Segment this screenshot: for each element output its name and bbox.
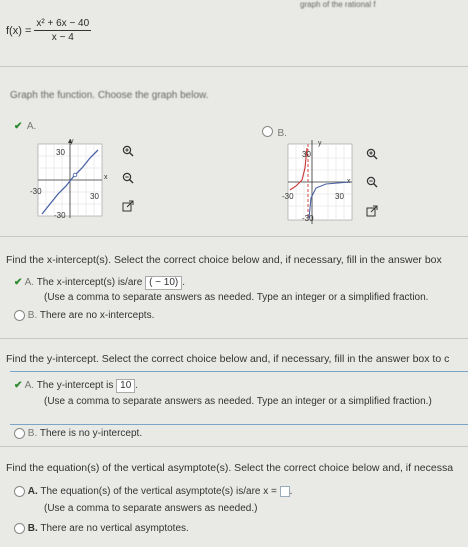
graph-b-top-tick: 30 <box>302 150 311 159</box>
vertical-asymptote-option-a[interactable] <box>14 486 292 497</box>
zoom-out-icon[interactable] <box>366 176 378 188</box>
option-letter: A. <box>24 380 35 391</box>
y-intercept-prompt: Find the y-intercept. Select the correct choice below and, if necessary, fill in the answer box to c <box>6 353 450 365</box>
graph-b-y-label: y <box>318 140 322 147</box>
function-lhs: f(x) = <box>6 24 32 37</box>
graph-a-right-tick: 30 <box>90 192 99 201</box>
y-intercept-hint: (Use a comma to separate answers as needed. Type an integer or a simplified fraction.) <box>44 396 432 407</box>
option-text: There are no vertical asymptotes. <box>40 523 189 535</box>
divider <box>0 66 468 67</box>
vertical-asymptote-option-b[interactable] <box>14 523 189 534</box>
x-intercept-option-b[interactable] <box>14 310 154 321</box>
radio-button[interactable] <box>14 523 25 534</box>
y-intercept-option-a[interactable] <box>14 379 138 393</box>
x-intercept-hint: (Use a comma to separate answers as needed. Type an integer or a simplified fraction. <box>44 292 429 303</box>
divider <box>0 338 468 339</box>
popout-icon[interactable] <box>366 205 378 217</box>
header-fragment: graph of the rational f <box>300 0 376 9</box>
option-text: The x-intercept(s) is/are <box>36 277 143 288</box>
function-numerator: x² + 6x − 40 <box>36 18 90 29</box>
graph-b-right-tick: 30 <box>335 192 344 201</box>
graph-b-bottom-tick: -30 <box>302 214 314 223</box>
y-intercept-answer-box[interactable]: 10 <box>116 379 135 393</box>
option-letter: A. <box>27 486 38 498</box>
radio-button[interactable] <box>262 126 273 137</box>
zoom-out-icon[interactable] <box>122 172 134 184</box>
option-letter: B. <box>27 428 38 440</box>
option-text: There is no y-intercept. <box>39 428 143 440</box>
vertical-asymptote-answer-box[interactable] <box>280 486 290 497</box>
x-intercept-answer-box[interactable]: ( − 10) <box>145 276 182 290</box>
graph-a-y-label: y <box>70 138 74 145</box>
y-intercept-option-b[interactable] <box>14 428 142 439</box>
radio-button[interactable] <box>14 428 25 439</box>
graph-a-x-label: x <box>104 174 108 181</box>
option-letter: A. <box>24 277 35 288</box>
option-letter: B. <box>27 523 38 535</box>
function-definition <box>6 18 91 43</box>
option-letter: A. <box>26 121 37 132</box>
zoom-in-icon[interactable] <box>122 145 134 157</box>
function-fraction <box>34 18 91 43</box>
check-icon: ✔ <box>14 380 23 391</box>
graph-b-left-tick: -30 <box>282 192 294 201</box>
graph-option-a[interactable] <box>14 116 36 134</box>
period-label: . <box>182 277 186 288</box>
divider <box>0 236 468 237</box>
graph-a-top-tick: 30 <box>56 148 65 157</box>
period-label: . <box>135 380 139 391</box>
vertical-asymptote-hint: (Use a comma to separate answers as needed.) <box>44 503 258 514</box>
function-denominator: x − 4 <box>51 32 74 43</box>
check-icon: ✔ <box>14 121 23 132</box>
option-text: The y-intercept is <box>36 380 114 391</box>
option-letter: B. <box>277 128 287 139</box>
vertical-asymptote-prompt: Find the equation(s) of the vertical asymptote(s). Select the correct choice below and, if necessa <box>6 462 454 474</box>
popout-icon[interactable] <box>122 200 134 212</box>
zoom-in-icon[interactable] <box>366 148 378 160</box>
period-label: . <box>289 486 293 498</box>
graph-a[interactable] <box>28 138 112 222</box>
x-intercept-prompt: Find the x-intercept(s). Select the correct choice below and, if necessary, fill in the answer box <box>6 254 442 266</box>
graph-b-x-label: x <box>347 178 351 185</box>
radio-button[interactable] <box>14 310 25 321</box>
option-text: The equation(s) of the vertical asymptote(s) is/are x = <box>40 486 277 498</box>
graph-prompt: Graph the function. Choose the graph below. <box>10 90 209 101</box>
option-letter: B. <box>27 310 38 322</box>
graph-a-left-tick: -30 <box>30 187 42 196</box>
graph-a-bottom-tick: -30 <box>54 211 66 220</box>
x-intercept-option-a[interactable] <box>14 276 185 290</box>
check-icon: ✔ <box>14 277 23 288</box>
option-text: There are no x-intercepts. <box>39 310 155 322</box>
radio-button[interactable] <box>14 486 25 497</box>
divider <box>0 446 468 447</box>
